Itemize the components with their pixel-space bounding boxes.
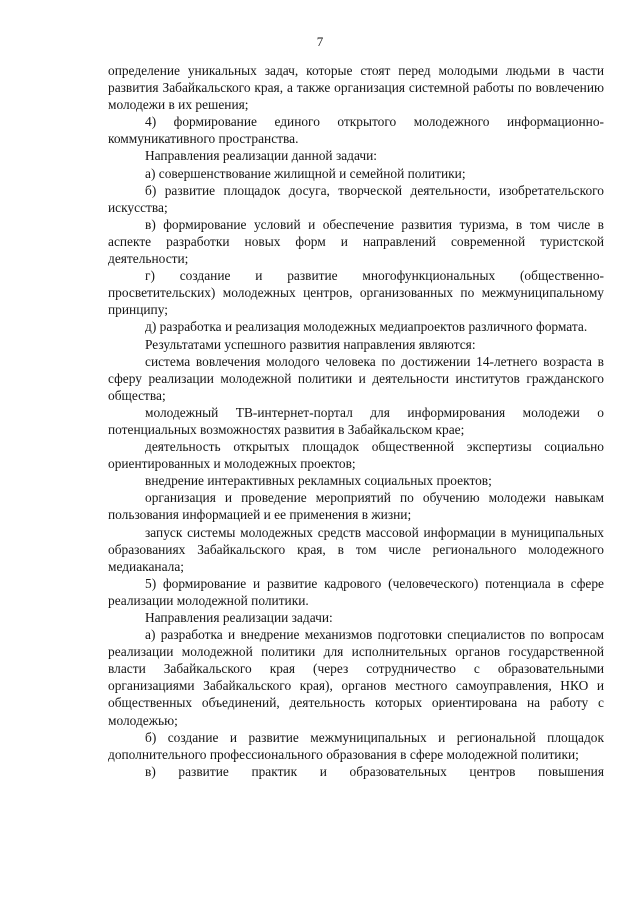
document-paragraph: 4) формирование единого открытого молодежного информационно-коммуникативного пространства. [108, 114, 604, 147]
document-paragraph: Направления реализации данной задачи: [145, 148, 378, 164]
document-paragraph: г) создание и развитие многофункциональных (общественно-просветительских) молодежных центров, организованных по межмуниципальному принципу; [108, 268, 604, 318]
document-paragraph: молодежный ТВ-интернет-портал для информирования молодежи о потенциальных возможностях развития в Забайкальском крае; [108, 404, 604, 437]
document-paragraph: организация и проведение мероприятий по обучению молодежи навыкам пользования информацией и ее применения в жизни; [108, 490, 604, 523]
document-paragraph: 5) формирование и развитие кадрового (человеческого) потенциала в сфере реализации молодежной политики. [108, 575, 604, 608]
document-paragraph: внедрение интерактивных рекламных социальных проектов; [145, 473, 492, 489]
document-paragraph: Направления реализации задачи: [145, 610, 333, 625]
document-paragraph: запуск системы молодежных средств массовой информации в муниципальных образованиях Забайкальского края, в том числе регионального молодежного медиаканала; [108, 524, 604, 574]
document-paragraph: б) развитие площадок досуга, творческой деятельности, изобретательского искусства; [108, 182, 604, 215]
document-paragraph: в) развитие практик и образовательных центров повышения [145, 763, 604, 779]
document-paragraph: система вовлечения молодого человека по достижении 14-летнего возраста в сферу реализации молодежной политики и деятельности институтов гражданского общества; [108, 353, 604, 403]
page-number: 7 [316, 34, 324, 49]
document-body [108, 62, 604, 780]
document-paragraph: д) разработка и реализация молодежных медиапроектов различного формата. [145, 319, 588, 335]
document-paragraph: а) совершенствование жилищной и семейной политики; [145, 165, 466, 181]
document-paragraph: определение уникальных задач, которые стоят перед молодыми людьми в части развития Забайкальского края, а также организация системной работы по вовлечению молодежи в их решения; [108, 63, 604, 113]
document-paragraph: б) создание и развитие межмуниципальных и региональной площадок дополнительного профессионального образования в сфере молодежной политики; [108, 729, 604, 762]
document-paragraph: а) разработка и внедрение механизмов подготовки специалистов по вопросам реализации молодежной политики для исполнительных органов государственной власти Забайкальского края (через сотрудничество с образовательными организациями Забайкальского края), органов местного самоуправления, НКО и общественных объединений, деятельность которых ориентирована на работу с молодежью; [108, 627, 604, 728]
document-paragraph: в) формирование условий и обеспечение развития туризма, в том числе в аспекте разработки новых форм и направлений современной туристской деятельности; [108, 216, 604, 267]
document-paragraph: деятельность открытых площадок общественной экспертизы социально ориентированных и молодежных проектов; [108, 439, 604, 472]
document-paragraph: Результатами успешного развития направления являются: [145, 336, 476, 352]
